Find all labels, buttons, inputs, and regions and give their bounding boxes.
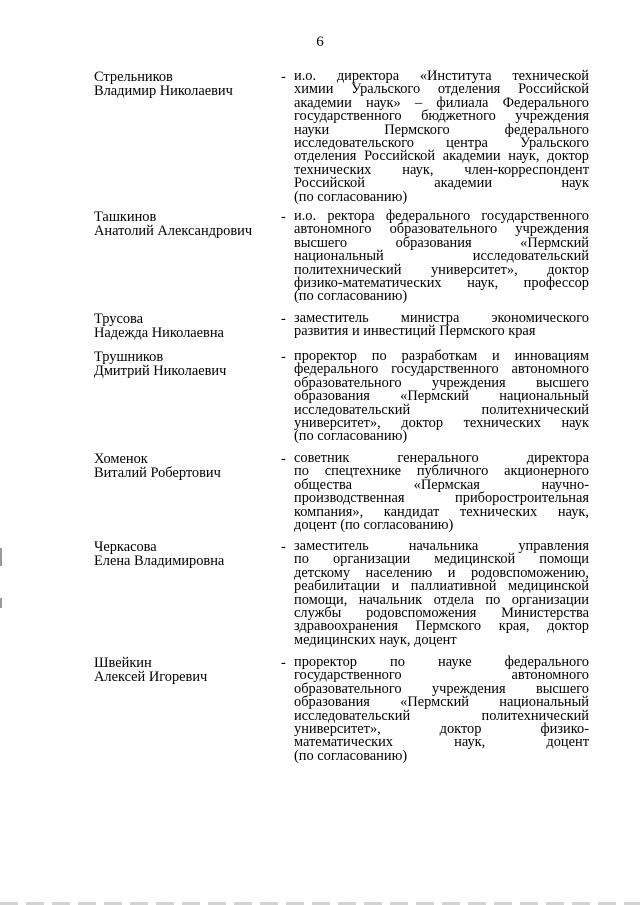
member-name: [94, 350, 274, 378]
position-line: образования «Пермский национальный: [294, 694, 589, 711]
position-line: технических наук, член-корреспондент: [294, 161, 589, 178]
position-line: автономного образовательного учреждения: [294, 221, 589, 238]
scan-edge-mark: [0, 548, 2, 566]
member-dash: -: [281, 311, 286, 327]
position-line: по организации медицинской помощи: [294, 551, 589, 568]
member-surname: Трусова: [94, 311, 144, 327]
member-name: [94, 452, 274, 480]
member-dash: -: [281, 349, 286, 365]
member-position: [294, 70, 589, 204]
member-surname: Черкасова: [94, 539, 157, 555]
member-given-names: Алексей Игоревич: [94, 669, 208, 685]
position-line: высшего образования «Пермский: [294, 234, 589, 251]
member-position: [294, 540, 589, 647]
member-position: [294, 656, 589, 763]
position-line: заместитель начальника управления: [294, 538, 589, 554]
position-line: (по согласованию): [294, 747, 408, 764]
position-line: государственного бюджетного учреждения: [294, 108, 589, 125]
position-line: политехнический университет», доктор: [294, 261, 589, 278]
position-line: реабилитации и паллиативной медицинской: [294, 578, 589, 595]
member-position: [294, 350, 589, 444]
position-line: исследовательский политехнический: [294, 401, 589, 418]
member-position: [294, 452, 589, 532]
position-line: производственная приборостроительная: [294, 490, 589, 507]
member-given-names: Надежда Николаевна: [94, 325, 224, 341]
member-surname: Трушников: [94, 349, 164, 365]
member-position: [294, 312, 589, 339]
position-line: физико-математических наук, профессор: [294, 274, 589, 291]
position-line: государственного автономного: [294, 667, 589, 684]
position-line: проректор по науке федерального: [294, 654, 589, 670]
position-line: проректор по разработкам и инновациям: [294, 348, 589, 364]
position-line: национальный исследовательский: [294, 248, 589, 265]
position-line: по спецтехнике публичного акционерного: [294, 463, 589, 480]
page-number: 6: [316, 34, 324, 50]
member-position: [294, 210, 589, 304]
position-line: образовательного учреждения высшего: [294, 680, 589, 697]
position-line: исследовательского центра Уральского: [294, 134, 589, 151]
position-line: службы родовспоможения Министерства: [294, 604, 589, 621]
position-line: медицинских наук, доцент: [294, 631, 457, 648]
position-line: развития и инвестиций Пермского края: [294, 323, 536, 340]
position-line: академии наук» – филиала Федерального: [294, 94, 589, 111]
member-given-names: Дмитрий Николаевич: [94, 363, 227, 379]
position-line: науки Пермского федерального: [294, 121, 589, 138]
member-surname: Стрельников: [94, 69, 173, 85]
member-surname: Швейкин: [94, 655, 152, 671]
member-name: [94, 656, 274, 684]
member-dash: -: [281, 451, 286, 467]
position-line: (по согласованию): [294, 188, 408, 205]
position-line: (по согласованию): [294, 428, 408, 445]
position-line: образования «Пермский национальный: [294, 388, 589, 405]
position-line: математических наук, доцент: [294, 734, 589, 751]
member-name: [94, 312, 274, 340]
position-line: помощи, начальник отдела по организации: [294, 591, 589, 608]
member-dash: -: [281, 209, 286, 225]
position-line: исследовательский политехнический: [294, 707, 589, 724]
position-line: университет», доктор физико-: [294, 720, 589, 737]
position-line: и.о. директора «Института технической: [294, 68, 589, 84]
position-line: образовательного учреждения высшего: [294, 374, 589, 391]
member-name: [94, 70, 274, 98]
position-line: (по согласованию): [294, 288, 408, 305]
member-dash: -: [281, 539, 286, 555]
position-line: химии Уральского отделения Российской: [294, 81, 589, 98]
position-line: здравоохранения Пермского края, доктор: [294, 618, 589, 635]
member-dash: -: [281, 69, 286, 85]
member-name: [94, 540, 274, 568]
position-line: Российской академии наук: [294, 175, 589, 192]
position-line: общества «Пермская научно-: [294, 476, 589, 493]
member-given-names: Елена Владимировна: [94, 553, 225, 569]
member-given-names: Владимир Николаевич: [94, 83, 233, 99]
member-dash: -: [281, 655, 286, 671]
member-name: [94, 210, 274, 238]
position-line: университет», доктор технических наук: [294, 414, 589, 431]
position-line: отделения Российской академии наук, доктор: [294, 148, 589, 165]
position-line: советник генерального директора: [294, 450, 589, 466]
member-surname: Хоменок: [94, 451, 148, 467]
position-line: детскому населению и родовспоможению,: [294, 564, 589, 581]
position-line: федерального государственного автономного: [294, 361, 589, 378]
position-line: доцент (по согласованию): [294, 516, 454, 533]
position-line: заместитель министра экономического: [294, 310, 589, 326]
member-given-names: Анатолий Александрович: [94, 223, 253, 239]
scan-edge-mark: [0, 598, 2, 608]
position-line: и.о. ректора федерального государственного: [294, 208, 589, 224]
member-surname: Ташкинов: [94, 209, 157, 225]
member-given-names: Виталий Робертович: [94, 465, 221, 481]
position-line: компания», кандидат технических наук,: [294, 503, 589, 520]
